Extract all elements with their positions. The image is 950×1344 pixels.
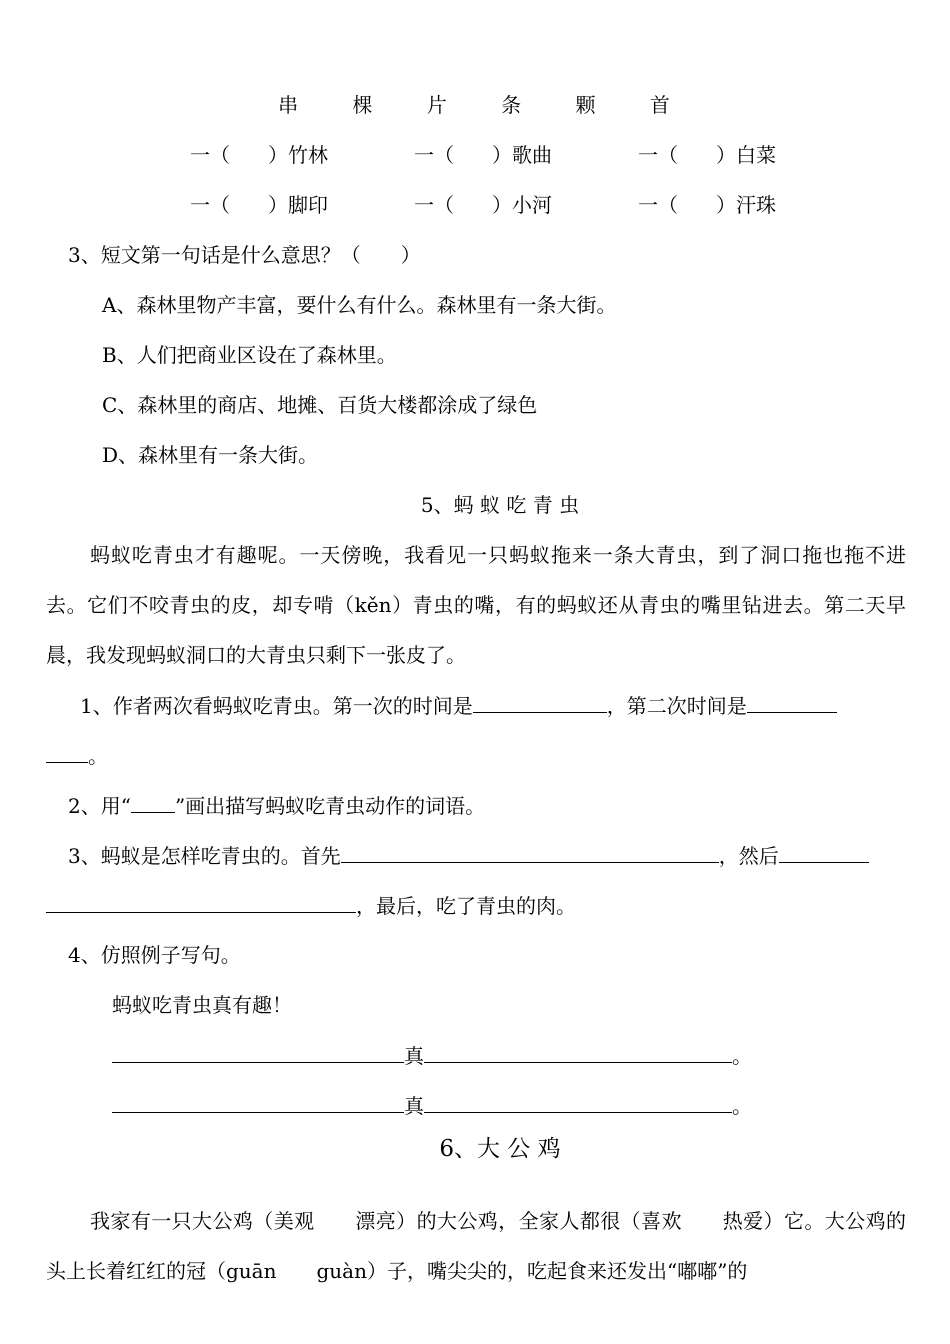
option-a: A、森林里物产丰富，要什么有什么。森林里有一条大街。 <box>102 293 617 317</box>
fill-item: 一（ ）小河 <box>414 193 552 217</box>
answer-blank[interactable] <box>46 740 88 763</box>
answer-blank[interactable] <box>46 890 356 913</box>
fill-item: 一（ ）汗珠 <box>638 193 776 217</box>
section-5-title: 5、蚂 蚁 吃 青 虫 <box>420 493 580 517</box>
s5-question-1-cont: 。 <box>46 740 108 771</box>
section-6-title: 6、大 公 鸡 <box>439 1136 561 1162</box>
s5-question-1: 1、作者两次看蚂蚁吃青虫。第一次的时间是 ，第二次时间是 <box>80 690 837 721</box>
question-3: 3、短文第一句话是什么意思？（ ） <box>68 243 421 267</box>
measure-word: 首 <box>649 93 672 117</box>
answer-blank[interactable] <box>112 1040 404 1063</box>
measure-word: 串 <box>278 93 301 117</box>
measure-word: 棵 <box>352 93 375 117</box>
answer-blank[interactable] <box>473 690 607 713</box>
answer-blank[interactable] <box>112 1090 404 1113</box>
option-c: C、森林里的商店、地摊、百货大楼都涂成了绿色 <box>102 393 538 417</box>
section-6-passage: 我家有一只大公鸡（美观 漂亮）的大公鸡，全家人都很（喜欢 热爱）它。大公鸡的头上长着红红的冠（guān guàn）子，嘴尖尖的，吃起食来还发出“嘟嘟”的 <box>46 1209 906 1283</box>
answer-blank[interactable] <box>424 1090 732 1113</box>
measure-word-bank <box>0 90 950 120</box>
measure-word: 条 <box>501 93 524 117</box>
answer-blank[interactable] <box>779 840 869 863</box>
measure-word: 颗 <box>575 93 598 117</box>
fill-item: 一（ ）白菜 <box>638 143 776 167</box>
underline-sample <box>131 790 175 813</box>
s5-question-3-cont: ，最后，吃了青虫的肉。 <box>46 890 576 921</box>
measure-word: 片 <box>426 93 449 117</box>
fill-item: 一（ ）歌曲 <box>414 143 552 167</box>
fill-item: 一（ ）竹林 <box>190 143 328 167</box>
option-d: D、森林里有一条大街。 <box>102 443 319 467</box>
s5-question-2: 2、用“ ”画出描写蚂蚁吃青虫动作的词语。 <box>68 790 485 821</box>
s5-question-3: 3、蚂蚁是怎样吃青虫的。首先 ，然后 <box>68 840 869 871</box>
section-5-passage: 蚂蚁吃青虫才有趣呢。一天傍晚，我看见一只蚂蚁拖来一条大青虫，到了洞口拖也拖不进去。它们不咬青虫的皮，却专啃（kěn）青虫的嘴，有的蚂蚁还从青虫的嘴里钻进去。第二天早晨，我发现蚂蚁洞口的大青虫只剩下一张皮了。 <box>46 543 906 667</box>
imitation-line-2: 真 。 <box>112 1090 752 1121</box>
imitation-line-1: 真 。 <box>112 1040 752 1071</box>
answer-blank[interactable] <box>341 840 719 863</box>
answer-blank[interactable] <box>747 690 837 713</box>
s5-question-4: 4、仿照例子写句。 <box>68 943 241 967</box>
example-sentence: 蚂蚁吃青虫真有趣！ <box>112 993 292 1017</box>
fill-item: 一（ ）脚印 <box>190 193 328 217</box>
answer-blank[interactable] <box>424 1040 732 1063</box>
option-b: B、人们把商业区设在了森林里。 <box>102 343 397 367</box>
